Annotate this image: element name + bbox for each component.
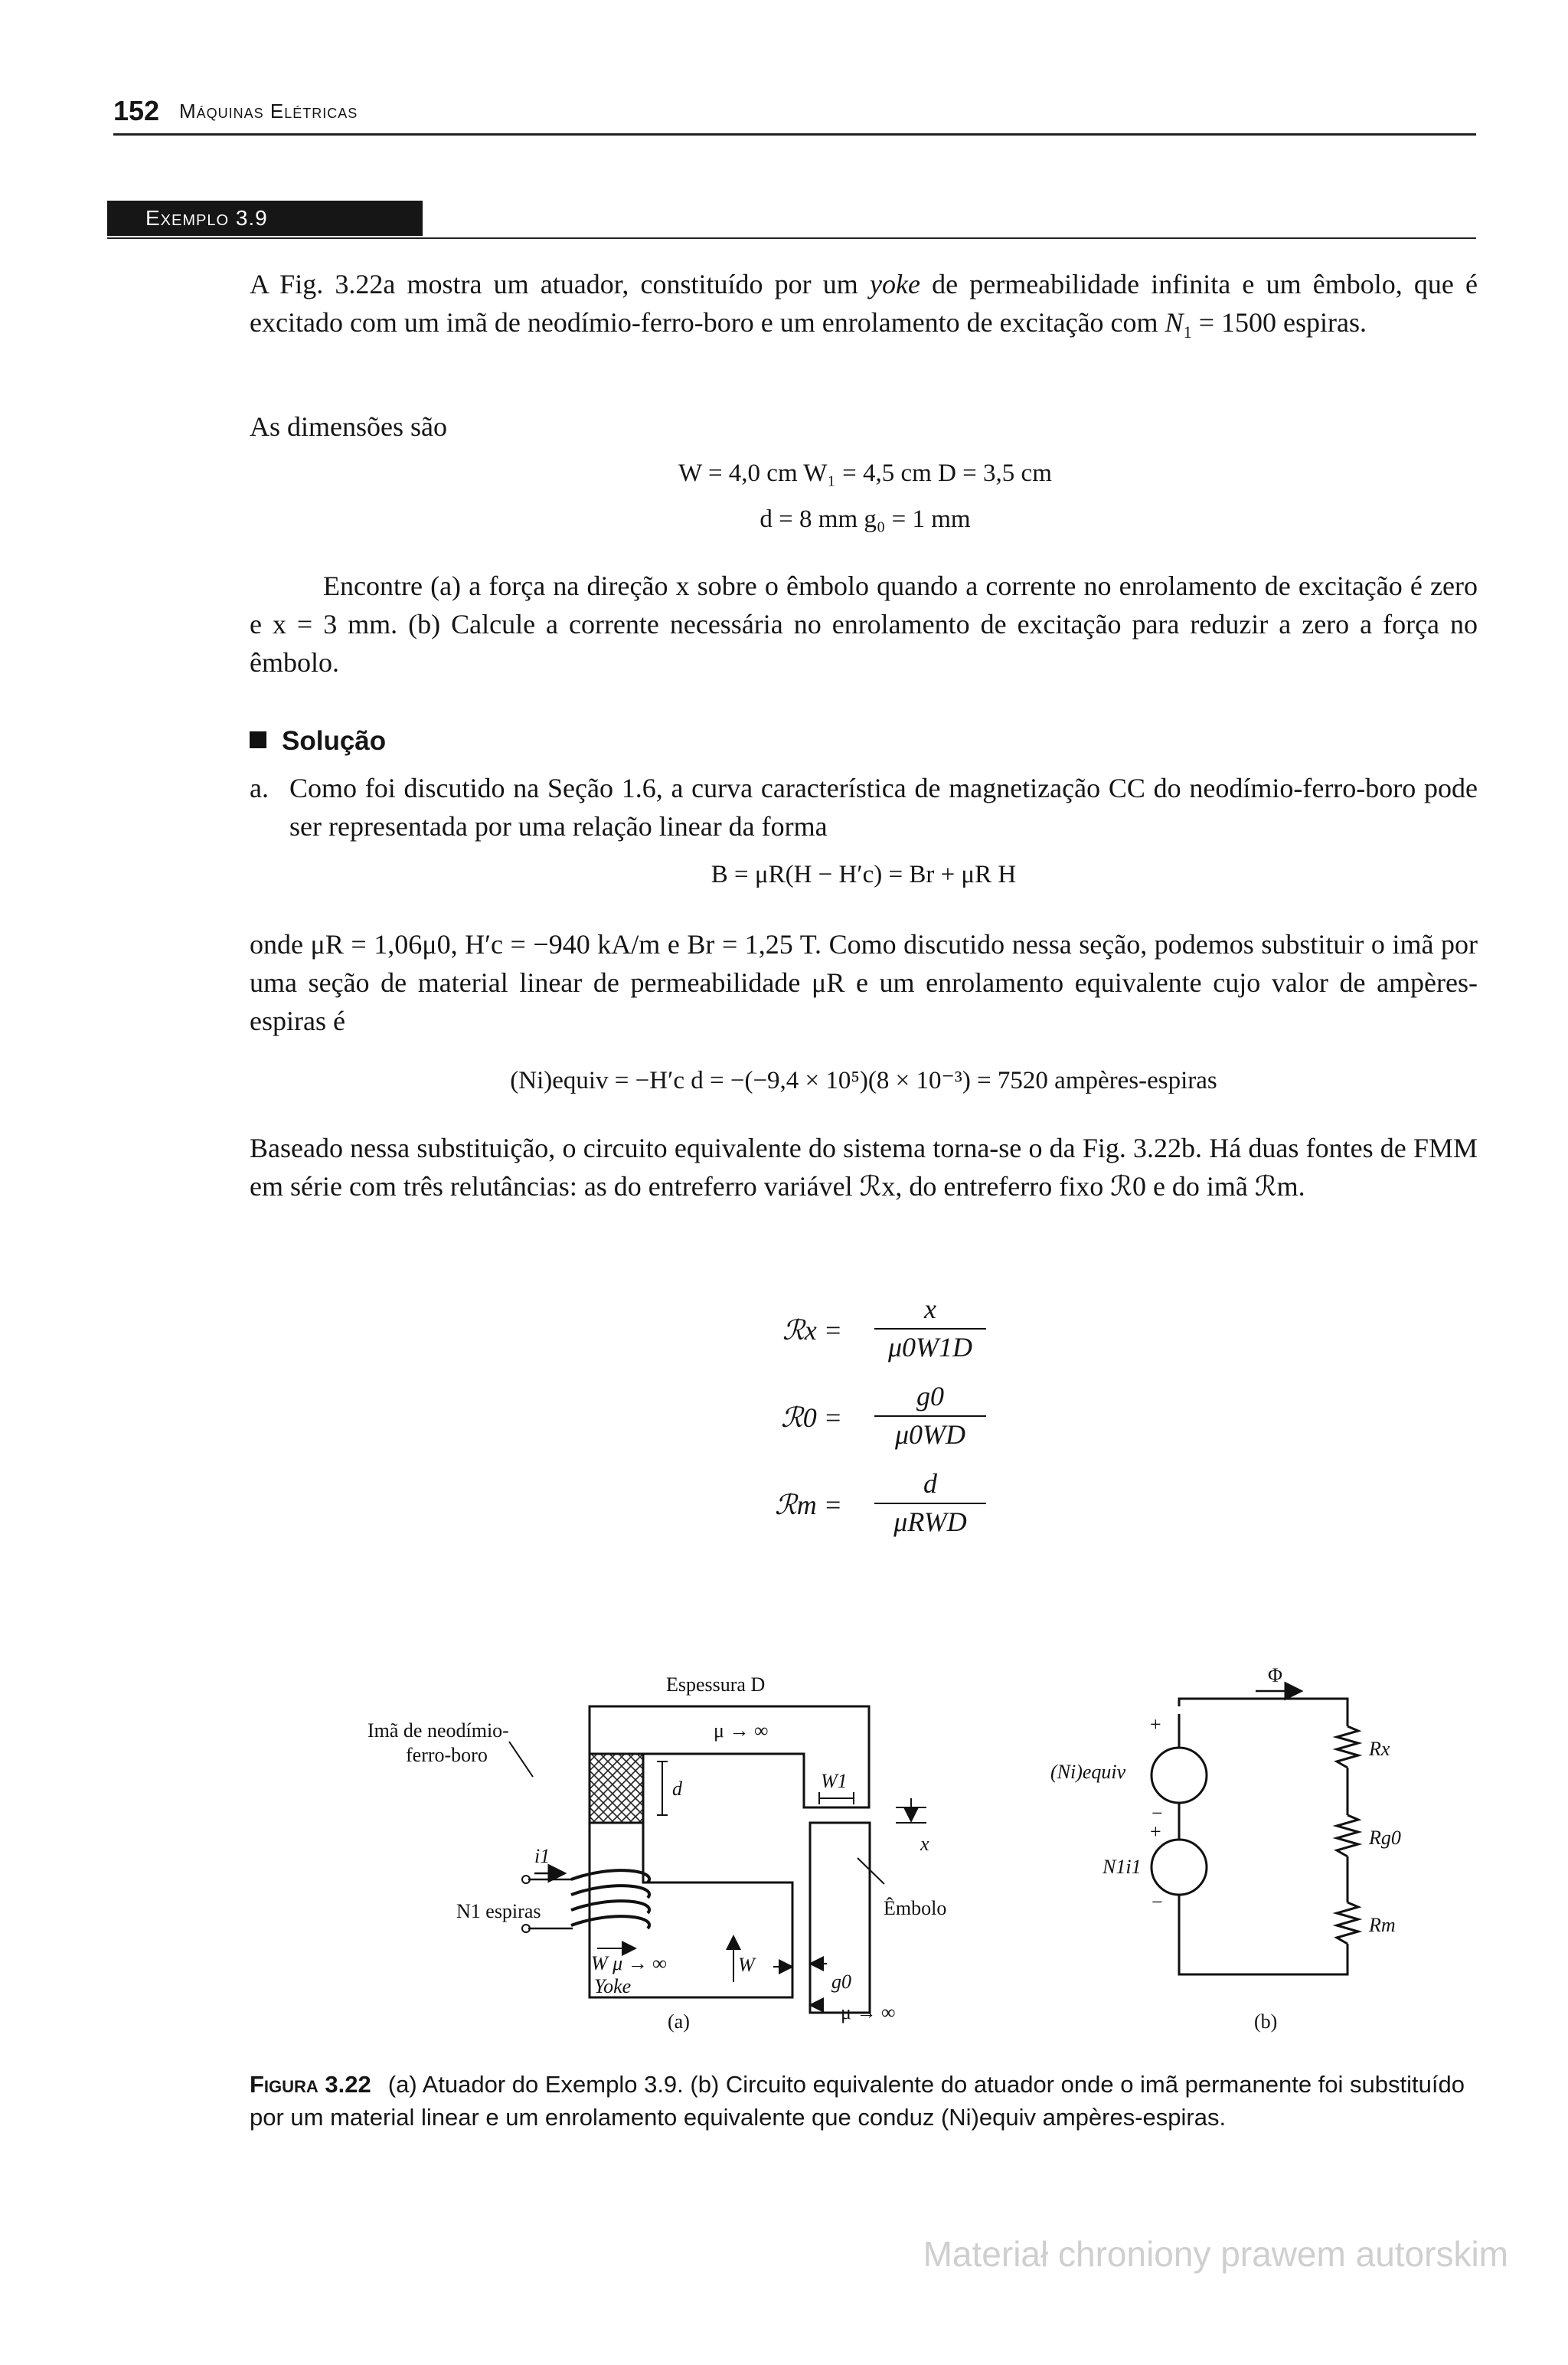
caption-label: Figura 3.22	[250, 2071, 371, 2098]
intro-text-a: A Fig. 3.22a mostra um atuador, constituído por um	[250, 269, 870, 299]
rm-label: Rm	[1369, 1914, 1396, 1936]
current-i1-label: i1	[534, 1845, 550, 1867]
g0-gap-label: g0	[831, 1971, 851, 1993]
example-label: Exemplo 3.9	[107, 201, 423, 236]
resistor-rx	[1337, 1726, 1358, 1768]
mmf-source-ni-equiv	[1152, 1748, 1207, 1803]
source1-plus: +	[1150, 1713, 1161, 1735]
intro-text-b: de permeabilidade infinita e um êmbolo, que é excitado com um imã de neodímio-ferro-boro e um enrolamento de excitação com	[250, 269, 1478, 338]
reluctance-rx	[758, 1294, 1034, 1371]
intro-n-subscript: 1	[1183, 322, 1192, 342]
magnet-label-line-1: Imã de neodímio-	[368, 1719, 509, 1742]
fraction-bar	[874, 1503, 986, 1504]
d-dimension-label: d	[672, 1778, 682, 1800]
fraction-bar	[874, 1415, 986, 1417]
reluctance-rm	[758, 1469, 1034, 1546]
mu-infinity-plunger: μ → ∞	[841, 2001, 896, 2023]
page-number: 152	[113, 95, 160, 126]
example-bar	[107, 201, 1476, 239]
magnet-block	[590, 1754, 643, 1823]
rx-label: Rx	[1369, 1738, 1390, 1760]
source2-minus: −	[1152, 1891, 1163, 1913]
mu-infinity-left: W μ → ∞	[591, 1952, 667, 1974]
intro-text-c: = 1500 espiras.	[1191, 307, 1367, 338]
figure-3-22	[360, 1614, 1501, 2043]
figure-caption	[250, 2068, 1478, 2134]
rg0-label: Rg0	[1369, 1827, 1401, 1849]
reluctance-denominator: μRWD	[893, 1506, 967, 1537]
equivalent-circuit	[1152, 1691, 1358, 1974]
dimensions-line-1: W = 4,0 cm W₁ = 4,5 cm D = 3,5 cm	[678, 460, 1052, 487]
onde-paragraph: onde μR = 1,06μ0, H′c = −940 kA/m e Br = 1,25 T. Como discutido nessa seção, podemos substituir o imã por uma seção de material linear de permeabilidade μR e um enrolamento equivalente cujo valor de ampères-espiras é	[250, 929, 1478, 1036]
copyright-watermark: Materiał chroniony prawem autorskim	[923, 2234, 1508, 2274]
coil-winding	[571, 1870, 649, 1928]
intro-paragraph	[250, 265, 1478, 352]
reluctance-lhs: ℛ0 =	[780, 1402, 842, 1433]
turns-label: N1 espiras	[456, 1900, 541, 1922]
panel-b-label: (b)	[1254, 2010, 1278, 2033]
reluctance-numerator: x	[924, 1294, 936, 1324]
plunger-label: Êmbolo	[884, 1897, 947, 1919]
dimensions-line-2: d = 8 mm g₀ = 1 mm	[760, 505, 971, 533]
reluctance-lhs: ℛx =	[782, 1315, 842, 1346]
reluctance-numerator: g0	[916, 1381, 944, 1411]
resistor-rg0	[1337, 1815, 1358, 1856]
solution-heading-text: Solução	[282, 726, 387, 756]
solution-item-a	[250, 769, 1478, 846]
intro-n-symbol: N	[1165, 307, 1184, 338]
solution-heading	[250, 726, 386, 757]
panel-a-label: (a)	[668, 2010, 690, 2033]
reluctance-denominator: μ0WD	[894, 1419, 966, 1450]
source2-plus: +	[1150, 1820, 1161, 1843]
dimensions-intro: As dimensões são	[250, 411, 447, 442]
circuit-bottom-wire	[1179, 1905, 1348, 1974]
magnet-label-line-2: ferro-boro	[406, 1744, 488, 1766]
reluctance-lhs: ℛm =	[774, 1490, 842, 1520]
reluctance-equations	[758, 1294, 1034, 1555]
square-bullet-icon	[250, 731, 266, 748]
page-header	[113, 90, 1476, 136]
mmf-source-n1i1	[1152, 1840, 1207, 1895]
running-title: Máquinas Elétricas	[179, 100, 358, 123]
mu-infinity-top: μ → ∞	[714, 1719, 769, 1742]
reluctance-r0	[758, 1382, 1034, 1458]
flux-phi-label: Φ	[1268, 1664, 1283, 1686]
task-paragraph: Encontre (a) a força na direção x sobre o êmbolo quando a corrente no enrolamento de excitação é zero e x = 3 mm. (b) Calcule a corrente necessária no enrolamento de excitação para reduzir a zero a força no êmbolo.	[250, 571, 1478, 678]
reluctance-numerator: d	[923, 1468, 937, 1499]
x-dimension-label: x	[920, 1833, 929, 1855]
yoke-label: Yoke	[594, 1975, 632, 1997]
reluctance-denominator: μ0W1D	[887, 1332, 973, 1362]
fraction-bar	[874, 1328, 986, 1330]
item-a-text: Como foi discutido na Seção 1.6, a curva característica de magnetização CC do neodímio-ferro-boro pode ser representada por uma relação linear da forma	[289, 773, 1478, 842]
source1-minus: −	[1152, 1802, 1163, 1824]
n1i1-source-label: N1i1	[1102, 1856, 1142, 1878]
w1-dimension-label: W1	[821, 1770, 848, 1792]
w-dimension-label: W	[738, 1954, 755, 1976]
ni-equiv-equation: (Ni)equiv = −H′c d = −(−9,4 × 10⁵)(8 × 10⁻³) = 7520 ampères-espiras	[510, 1067, 1217, 1094]
intro-yoke-word: yoke	[869, 269, 920, 299]
resistor-rm	[1337, 1902, 1358, 1944]
linear-relation-equation: B = μR(H − H′c) = Br + μR H	[710, 861, 1017, 888]
caption-text: (a) Atuador do Exemplo 3.9. (b) Circuito equivalente do atuador onde o imã permanente foi substituído por um material linear e um enrolamento equivalente que conduz (Ni)equiv ampères-espiras.	[250, 2071, 1465, 2131]
equivalent-circuit-paragraph: Baseado nessa substituição, o circuito equivalente do sistema torna-se o da Fig. 3.22b. Há duas fontes de FMM em série com três relutâncias: as do entreferro variável ℛx, do entreferro fixo ℛ0 e do imã ℛm.	[250, 1133, 1478, 1202]
ni-equiv-source-label: (Ni)equiv	[1050, 1761, 1126, 1783]
thickness-label: Espessura D	[666, 1673, 766, 1696]
actuator-drawing	[509, 1706, 926, 2013]
item-a-marker: a.	[250, 773, 269, 803]
